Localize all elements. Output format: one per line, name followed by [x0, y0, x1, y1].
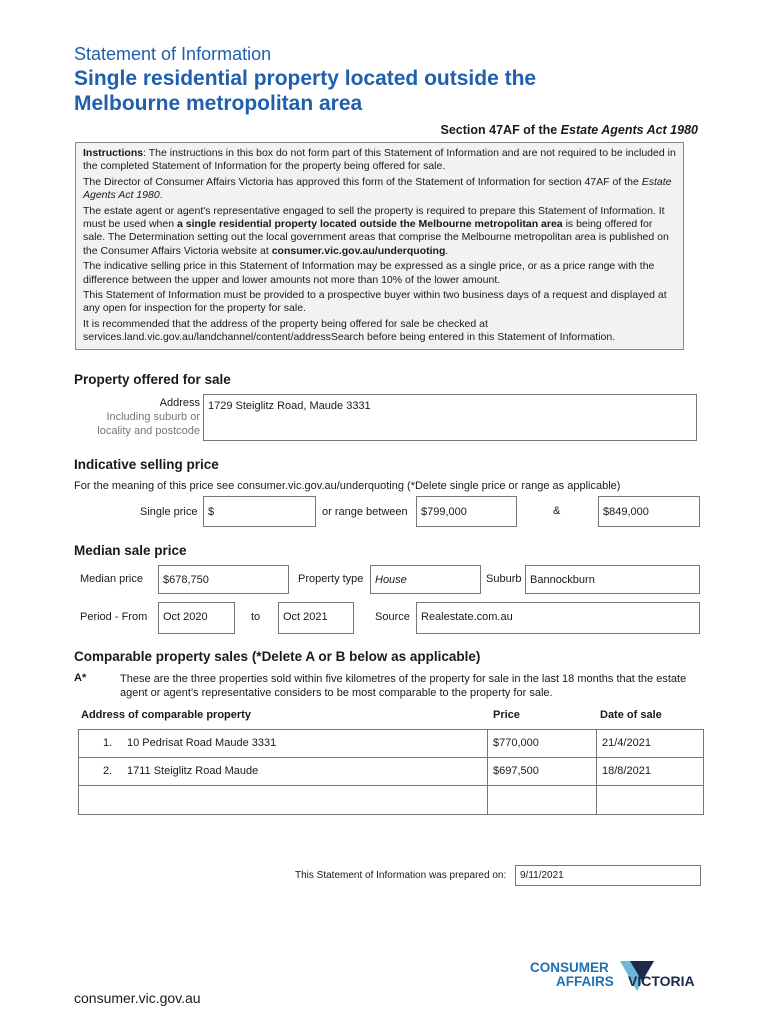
- logo-line3: VICTORIA: [628, 973, 695, 989]
- row-price[interactable]: [487, 785, 597, 815]
- instructions-p2-act: Estate Agents Act 1980: [83, 175, 672, 202]
- instructions-box: [75, 142, 684, 350]
- col-header-price: Price: [493, 709, 520, 721]
- form-title: [74, 66, 674, 116]
- address-label-line3: locality and postcode: [97, 425, 200, 437]
- single-price-field[interactable]: $: [203, 496, 316, 527]
- row-date[interactable]: [596, 785, 704, 815]
- row-address: 1711 Steiglitz Road Maude: [127, 765, 259, 777]
- address-label-line2: Including suburb or: [106, 411, 200, 423]
- row-date[interactable]: 18/8/2021: [596, 757, 704, 786]
- row-price[interactable]: $770,000: [487, 729, 597, 758]
- section-reference: [441, 123, 698, 137]
- prepared-on-field[interactable]: 9/11/2021: [515, 865, 701, 886]
- instructions-p6: It is recommended that the address of the property being offered for sale be checked at services.land.vic.gov.au/landchannel/content/addressSearch before being entered in this Statement of Information.: [83, 317, 616, 344]
- row-address: 10 Pedrisat Road Maude 3331: [127, 737, 277, 749]
- instructions-p1-text: : The instructions in this box do not form part of this Statement of Information and are not required to be included in the completed Statement of Information for the property being offered for sale.: [83, 147, 676, 173]
- prepared-on-label: This Statement of Information was prepared on:: [295, 870, 507, 881]
- address-field[interactable]: 1729 Steiglitz Road, Maude 3331: [203, 394, 697, 441]
- property-type-field[interactable]: House: [370, 565, 481, 594]
- instructions-p3: [83, 205, 676, 259]
- property-type-label: Property type: [298, 573, 364, 585]
- form-subtitle: Statement of Information: [74, 44, 272, 64]
- section-act: Estate Agents Act 1980: [560, 123, 698, 137]
- logo-line1: CONSUMER: [530, 960, 609, 975]
- period-to-field[interactable]: Oct 2021: [278, 602, 354, 634]
- source-field[interactable]: Realestate.com.au: [416, 602, 700, 634]
- table-row[interactable]: [78, 729, 488, 758]
- consumer-affairs-victoria-logo: [528, 957, 703, 1003]
- instructions-p5: This Statement of Information must be provided to a prospective buyer within two business days of a request and displayed at any open for inspection for the property for sale.: [83, 289, 667, 315]
- median-heading: Median sale price: [74, 543, 187, 558]
- range-label: or range between: [322, 506, 408, 518]
- table-row[interactable]: [78, 785, 488, 815]
- instructions-p3-b: is being offered for sale. The Determination setting out the local government areas that comprise the Melbourne metropolitan area is published on the Consumer Affairs Victoria website at: [83, 218, 669, 257]
- logo-line2: AFFAIRS: [556, 974, 614, 989]
- suburb-label: Suburb: [486, 573, 522, 585]
- median-price-field[interactable]: $678,750: [158, 565, 289, 594]
- row-number: 1.: [103, 737, 113, 749]
- footer-url[interactable]: consumer.vic.gov.au: [74, 990, 201, 1006]
- underquoting-link[interactable]: consumer.vic.gov.au/underquoting: [271, 244, 446, 257]
- range-high-field[interactable]: $849,000: [598, 496, 700, 527]
- indicative-note: For the meaning of this price see consumer.vic.gov.au/underquoting (*Delete single price or range as applicable): [74, 480, 621, 492]
- option-a-description: These are the three properties sold within five kilometres of the property for sale in the last 18 months that the estate agent or agent's representative considers to be most comparable to the property for sale.: [120, 673, 687, 699]
- instructions-p1: [83, 147, 676, 174]
- option-a-marker: A*: [74, 672, 87, 684]
- range-ampersand: &: [553, 505, 561, 517]
- instructions-p2-end: .: [159, 189, 163, 202]
- table-row[interactable]: [78, 757, 488, 786]
- instructions-p2: [83, 176, 676, 203]
- logo-mark-icon: [528, 957, 703, 1003]
- address-label: [84, 396, 200, 438]
- col-header-date: Date of sale: [600, 709, 662, 721]
- instructions-p2-text: The Director of Consumer Affairs Victoria has approved this form of the Statement of Information for section 47AF of the: [83, 175, 642, 188]
- range-low-field[interactable]: $799,000: [416, 496, 517, 527]
- single-price-label: Single price: [140, 506, 198, 518]
- comparable-heading: Comparable property sales (*Delete A or B below as applicable): [74, 649, 481, 664]
- period-from-label: Period - From: [80, 611, 148, 623]
- col-header-address: Address of comparable property: [81, 709, 251, 721]
- instructions-p3-bold: a single residential property located outside the Melbourne metropolitan area: [176, 218, 563, 231]
- form-title-line2: Melbourne metropolitan area: [74, 92, 363, 115]
- property-heading: Property offered for sale: [74, 372, 231, 387]
- instructions-p3-c: .: [445, 244, 449, 257]
- instructions-p3-a: The estate agent or agent's representative engaged to sell the property is required to prepare this Statement of Information. It must be used when: [83, 204, 665, 231]
- source-label: Source: [375, 611, 410, 623]
- suburb-field[interactable]: Bannockburn: [525, 565, 700, 594]
- instructions-label: Instructions: [83, 147, 144, 159]
- form-title-line1: Single residential property located outside the: [74, 67, 537, 90]
- row-date[interactable]: 21/4/2021: [596, 729, 704, 758]
- period-to-label: to: [251, 611, 261, 623]
- period-from-field[interactable]: Oct 2020: [158, 602, 235, 634]
- row-price[interactable]: $697,500: [487, 757, 597, 786]
- address-label-line1: Address: [159, 397, 200, 409]
- indicative-heading: Indicative selling price: [74, 457, 219, 472]
- instructions-p4: The indicative selling price in this Statement of Information may be expressed as a single price, or as a price range with the difference between the upper and lower amounts not more than 10% of the lower amount.: [83, 260, 655, 286]
- median-price-label: Median price: [80, 573, 143, 585]
- section-prefix: Section 47AF of the: [440, 123, 561, 137]
- row-number: 2.: [103, 765, 113, 777]
